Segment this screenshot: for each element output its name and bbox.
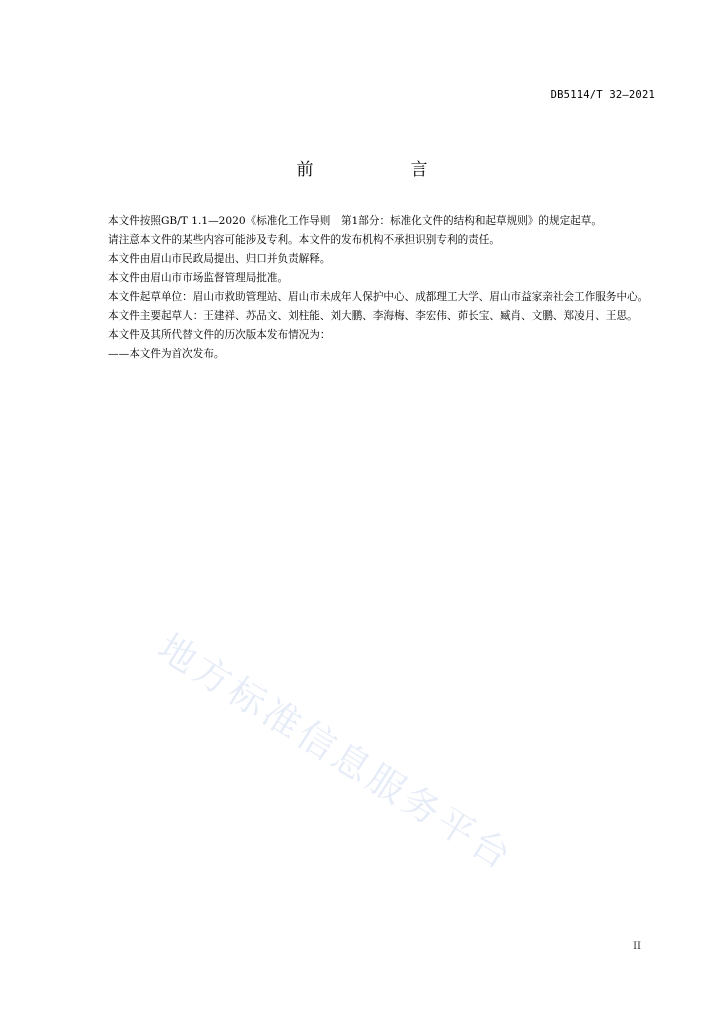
paragraph-drafting-units: 本文件起草单位：眉山市救助管理站、眉山市未成年人保护中心、成都理工大学、眉山市益家亲社会工作服务中心。: [108, 291, 649, 303]
paragraph-first-release: ——本文件为首次发布。: [108, 348, 225, 360]
paragraph-drafters: 本文件主要起草人：王建祥、苏品文、刘柱能、刘大鹏、李海梅、李宏伟、茆长宝、臧肖、文鹏、郑凌月、王思。: [108, 310, 638, 322]
paragraph-proposer: 本文件由眉山市民政局提出、归口并负责解释。: [108, 253, 331, 265]
paragraph-patent-notice: 请注意本文件的某些内容可能涉及专利。本文件的发布机构不承担识别专利的责任。: [108, 234, 500, 246]
paragraph-drafting-rules: 本文件按照GB/T 1.1—2020《标准化工作导则 第1部分：标准化文件的结构和起草规则》的规定起草。: [108, 215, 602, 227]
foreword-body: [87, 212, 657, 364]
paragraph-approver: 本文件由眉山市市场监督管理局批准。: [108, 272, 289, 284]
page-title: 前 言: [296, 160, 468, 180]
paragraph-version-history: 本文件及其所代替文件的历次版本发布情况为：: [108, 329, 331, 341]
document-code: DB5114/T 32—2021: [550, 89, 655, 101]
page-number: II: [633, 941, 641, 952]
watermark: 地方标准信息服务平台: [150, 625, 521, 880]
